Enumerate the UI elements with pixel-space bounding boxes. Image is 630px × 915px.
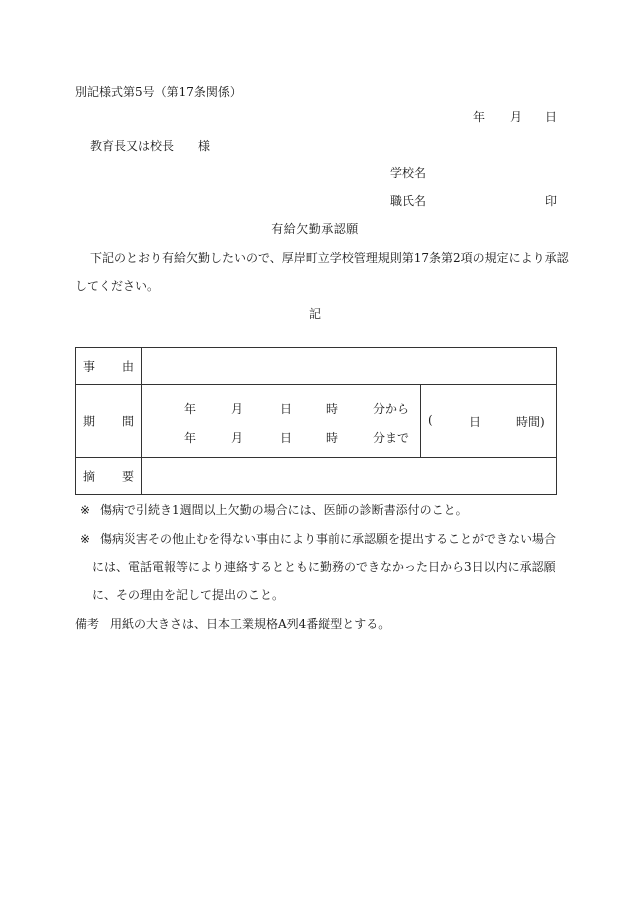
reason-input-cell[interactable]: [142, 348, 557, 385]
from-month: 月: [231, 402, 244, 416]
staff-name-label: 職氏名: [390, 194, 427, 208]
to-day: 日: [280, 431, 293, 445]
to-minute: 分まで: [373, 431, 410, 445]
reason-row: [76, 348, 557, 385]
application-table: [75, 347, 557, 495]
days-row: [421, 413, 556, 429]
from-hour: 時: [326, 402, 339, 416]
note-2-line-1: 傷病災害その他止むを得ない事由により事前に承認願を提出することができない場合: [100, 532, 557, 546]
seal-mark: 印: [545, 194, 558, 208]
reason-label-cell: [76, 348, 142, 385]
to-year: 年: [184, 431, 197, 445]
from-year: 年: [184, 402, 197, 416]
date-line: [0, 108, 630, 124]
period-label-char-2: 間: [121, 414, 134, 429]
period-to-row: [142, 429, 420, 445]
reason-label-char-1: 事: [83, 359, 96, 374]
to-month: 月: [231, 431, 244, 445]
summary-label-cell: [76, 458, 142, 495]
from-day: 日: [280, 402, 293, 416]
remarks-label: 備考: [75, 617, 100, 631]
body-line-1: 下記のとおり有給欠勤したいので、厚岸町立学校管理規則第17条第2項の規定により承認: [90, 251, 569, 265]
days-cell[interactable]: [421, 385, 557, 458]
ki-heading: 記: [308, 307, 321, 321]
document-title: 有給欠勤承認願: [271, 222, 359, 236]
summary-label-char-2: 要: [121, 469, 134, 484]
days-open-paren: (: [428, 413, 433, 427]
date-month: 月: [510, 110, 523, 124]
summary-label-char-1: 摘: [83, 469, 96, 484]
body-line-2: してください。: [75, 279, 160, 293]
addressee: 教育長又は校長 様: [90, 139, 211, 153]
days-day: 日: [469, 415, 482, 429]
period-row: [76, 385, 557, 458]
period-from-row: [142, 400, 420, 416]
from-minute: 分から: [373, 402, 410, 416]
to-hour: 時: [326, 431, 339, 445]
remarks-text: 用紙の大きさは、日本工業規格A列4番縦型とする。: [110, 617, 391, 631]
note-2-line-2: には、電話電報等により連絡するとともに勤務のできなかった日から3日以内に承認願: [92, 560, 556, 574]
date-year: 年: [473, 110, 486, 124]
school-name-label: 学校名: [390, 166, 427, 180]
note-2-mark: ※: [80, 532, 91, 546]
period-label-char-1: 期: [83, 414, 96, 429]
summary-input-cell[interactable]: [142, 458, 557, 495]
note-2-line-3: に、その理由を記して提出のこと。: [92, 588, 285, 602]
reason-label-char-2: 由: [121, 359, 134, 374]
date-day: 日: [545, 110, 558, 124]
note-1: 傷病で引続き1週間以上欠勤の場合には、医師の診断書添付のこと。: [100, 503, 468, 517]
days-hours: 時間): [516, 415, 545, 429]
form-number: 別記様式第5号（第17条関係）: [75, 85, 242, 99]
period-label-cell: [76, 385, 142, 458]
period-cell[interactable]: [142, 385, 421, 458]
note-1-mark: ※: [80, 503, 91, 517]
summary-row: [76, 458, 557, 495]
